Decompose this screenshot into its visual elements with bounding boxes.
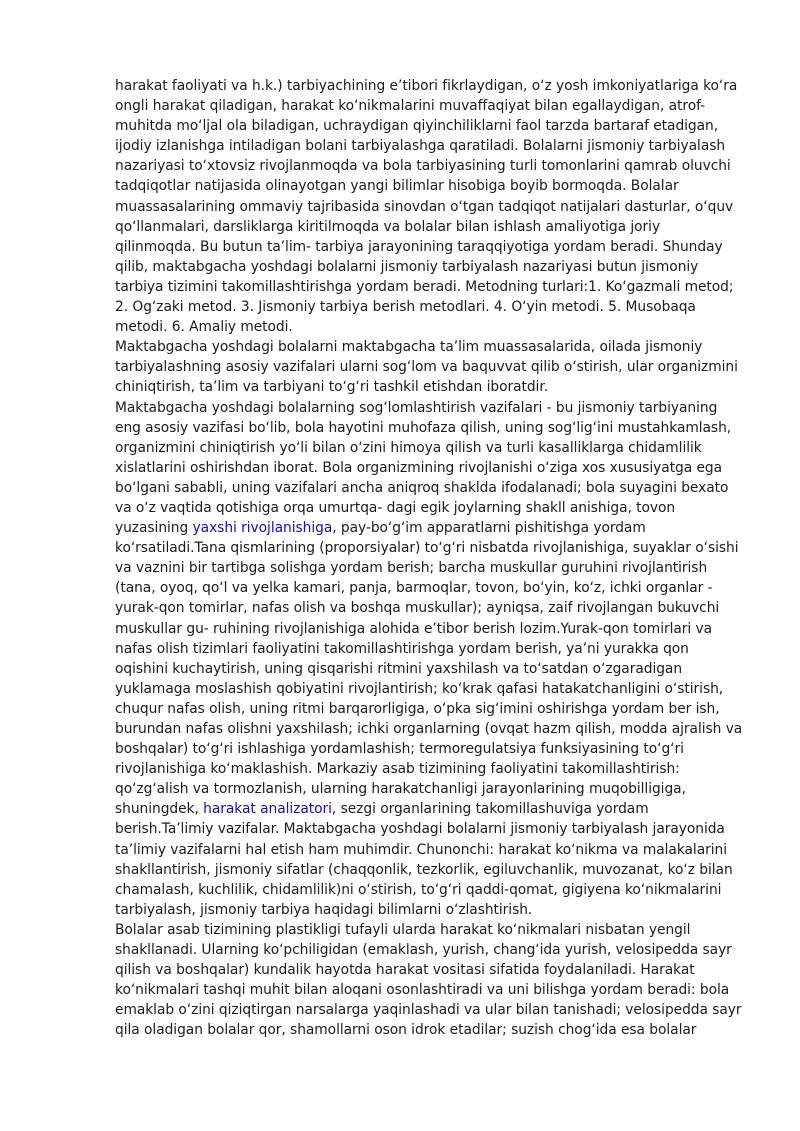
paragraph-4-text: Bolalar asab tizimining plastikligi tufayli ularda harakat ko‘nikmalari nisbatan yengil shakllanadi. Ularning ko‘pchiligidan (emaklash, yurish, chang‘ida yurish, velosipedda sayr qilish va boshqalar) kundalik hayotda harakat vositasi sifatida foydalaniladi. Harakat ko‘nikmalari tashqi muhit bilan aloqani osonlashtiradi va uni bilishga yordam beradi: bola emaklab o‘zini qiziqtirgan narsalarga yaqinlashadi va ular bilan tanishadi; velosipedda sayr qila oladigan bolalar qor, shamollarni oson idrok etadilar; suzish chog‘ida esa bolalar — [115, 921, 742, 1039]
paragraph-2-text: Maktabgacha yoshdagi bolalarni maktabgacha ta’lim muassasalarida, oilada jismoniy tarbiyalashning asosiy vazifalari ularni sog‘lom va baquvvat qilib o‘stirish, ular organizmini chiniqtirish, ta’lim va tarbiyani to‘g‘ri tashkil etishdan iboratdir. — [115, 339, 738, 396]
paragraph-1 — [115, 76, 745, 337]
paragraph-3-text-a: Maktabgacha yoshdagi bolalarning sog‘lomlashtirish vazifalari - bu jismoniy tarbiyaning eng asosiy vazifasi bo‘lib, bola hayotini muhofaza qilish, uning sog‘lig‘ini mustahkamlash, organizmini chiniqtirish yo‘li bilan o‘zini himoya qilish va turli kasalliklarga chidamlilik xislatlarini oshirishdan iborat. Bola organizmining rivojlanishi o‘ziga xos xususiyatga ega bo‘lgani sababli, uning vazifalari ancha aniqroq shaklda ifodalanadi; bola suyagini bexato va o‘z vaqtida qotishiga orqa umurtqa- dagi egik joylarning shakll anishiga, tovon yuzasining — [115, 399, 732, 537]
document-page — [115, 76, 745, 1041]
link-harakat-analizatori[interactable]: harakat analizatori — [203, 801, 332, 818]
paragraph-3-text-b: , pay-bo‘g‘im apparatlarni pishitishga yordam ko‘rsatiladi.Tana qismlarining (proporsiyalar) to‘g‘ri nisbatda rivojlanishiga, suyaklar o‘sishi va vaznini bir tartibga solishga yordam berish; barcha muskullar guruhini rivojlantirish (tana, oyoq, qo‘l va yelka kamari, panja, barmoqlar, tovon, bo‘yin, ko‘z, ichki organlar - yurak-qon tomirlar, nafas olish va boshqa muskullar); ayniqsa, zaif rivojlangan bukuvchi muskullar gu- ruhining rivojlanishiga alohida e’tibor berish lozim.Yurak-qon tomirlari va nafas olish tizimlari faoliyatini takomillashtirishga yordam berish, ya’ni yurakka qon oqishini kuchaytirish, uning qisqarishi ritmini yaxshilash va to‘satdan o‘zgaradigan yuklamaga moslashish qobiyatini rivojlantirish; ko‘krak qafasi hatakatchanligini o‘stirish, chuqur nafas olish, uning ritmi barqarorligiga, o‘pka sig‘imini oshirishga yordam ber ish, burundan nafas olishni yaxshilash; ichki organlarning (ovqat hazm qilish, modda ajralish va boshqalar) to‘g‘ri ishlashiga yordamlashish; termoregulatsiya funksiyasining to‘g‘ri rivojlanishiga ko‘maklashish. Markaziy asab tizimining faoliyatini takomillashtirish: qo‘zg‘alish va tormozlanish, ularning harakatchanligi jarayonlarining muqobilligiga, shuningdek, — [115, 520, 743, 818]
paragraph-1-text: harakat faoliyati va h.k.) tarbiyachining e’tibori fikrlaydigan, o‘z yosh imkoniyatlariga ko‘ra ongli harakat qiladigan, harakat ko‘nikmalarini muvaffaqiyat bilan egallaydigan, atrof-muhitda mo‘ljal ola biladigan, uchraydigan qiyinchiliklarni faol tarzda bartaraf etadigan, ijodiy izlanishga intiladigan bolani tarbiyalashga qaratiladi. Bolalarni jismoniy tarbiyalash nazariyasi to‘xtovsiz rivojlanmoqda va bola tarbiyasining turli tomonlarini qamrab oluvchi tadqiqotlar natijasida olinayotgan yangi bilimlar hisobiga boyib bormoqda. Bolalar muassasalarining ommaviy tajribasida sinovdan o‘tgan tadqiqot natijalari dasturlar, o‘quv qo‘llanmalari, darsliklarga kiritilmoqda va bolalar bilan ishlash amaliyotiga joriy qilinmoqda. Bu butun ta’lim- tarbiya jarayonining taraqqiyotiga yordam beradi. Shunday qilib, maktabgacha yoshdagi bolalarni jismoniy tarbiyalash nazariyasi butun jismoniy tarbiya tizimini takomillashtirishga yordam beradi. Metodning turlari:1. Ko‘gazmali metod; 2. Og‘zaki metod. 3. Jismoniy tarbiya berish metodlari. 4. O‘yin metodi. 5. Musobaqa metodi. 6. Amaliy metodi. — [115, 78, 738, 336]
paragraph-3-text-c: , sezgi organlarining takomillashuviga yordam berish.Ta’limiy vazifalar. Maktabgacha yoshdagi bolalarni jismoniy tarbiyalash jarayonida ta’limiy vazifalarni hal etish ham muhimdir. Chunonchi: harakat ko‘nikma va malakalarini shakllantirish, jismoniy sifatlar (chaqqonlik, tezkorlik, egiluvchanlik, muvozanat, ko‘z bilan chamalash, kuchlilik, chidamlilik)ni o‘stirish, to‘g‘ri qaddi-qomat, gigiyena ko‘nikmalarini tarbiyalash, jismoniy tarbiya haqidagi bilimlarni o‘zlashtirish. — [115, 801, 733, 918]
paragraph-2 — [115, 337, 745, 397]
paragraph-3 — [115, 398, 745, 920]
paragraph-4 — [115, 920, 745, 1041]
link-yaxshi-rivojlanishiga[interactable]: yaxshi rivojlanishiga — [192, 520, 333, 537]
